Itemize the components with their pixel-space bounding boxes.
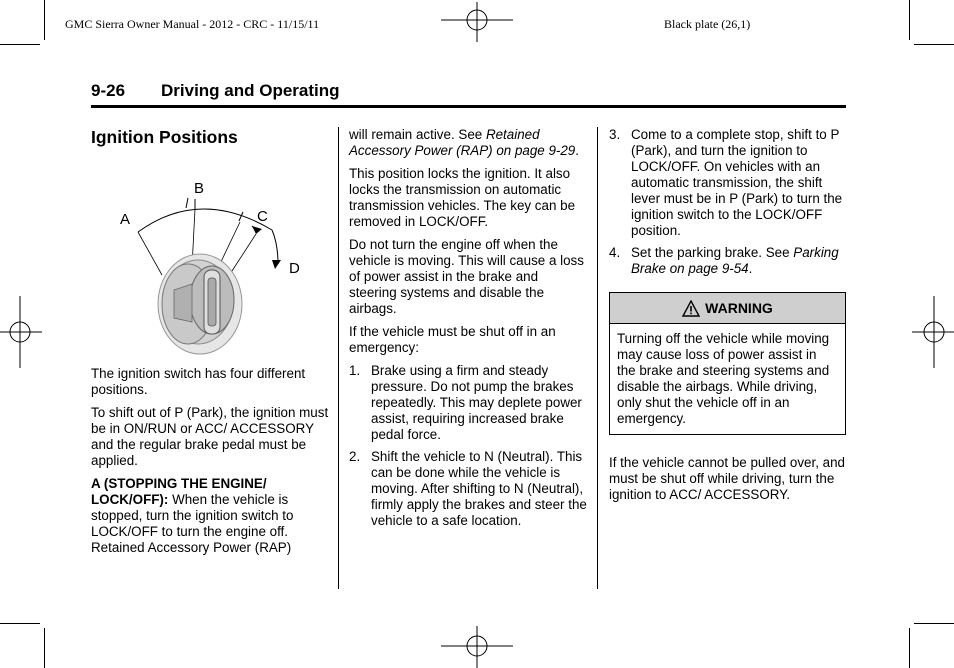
position-label-d: D xyxy=(289,260,300,277)
column-divider xyxy=(338,127,339,589)
crop-mark xyxy=(0,623,40,624)
paragraph: The ignition switch has four different positions. xyxy=(91,366,306,397)
step-number: 1. xyxy=(349,363,361,378)
step-text xyxy=(631,245,846,277)
paragraph: Do not turn the engine off when the vehicle is moving. This will cause a loss of power assist in the brake and steering systems and disable the airbags. xyxy=(349,237,584,316)
text: Set the parking brake. See xyxy=(631,245,794,260)
text: . xyxy=(748,261,753,276)
column-2 xyxy=(349,127,589,536)
warning-box xyxy=(609,292,846,435)
section-title: Driving and Operating xyxy=(161,81,340,100)
list-item xyxy=(349,363,589,443)
print-header-right: Black plate (26,1) xyxy=(664,17,751,31)
step-text: Shift the vehicle to N (Neutral). This can be done while the vehicle is moving. After shifting to N (Neutral), firmly apply the brakes and steer the vehicle to a safe location. xyxy=(371,449,587,528)
text: . xyxy=(575,143,579,158)
list-item xyxy=(609,127,846,239)
page-title: Ignition Positions xyxy=(91,127,238,147)
list-item xyxy=(609,245,846,277)
cross-reference-link[interactable]: Retained Accessory Power (RAP) on page 9-29 xyxy=(349,127,576,158)
paragraph xyxy=(91,476,331,556)
crop-mark xyxy=(0,44,40,45)
step-number: 3. xyxy=(609,127,621,142)
warning-header xyxy=(610,293,845,324)
column-divider xyxy=(597,127,598,589)
paragraph: To shift out of P (Park), the ignition must be in ON/RUN or ACC/ ACCESSORY and the regular brake pedal must be applied. xyxy=(91,405,329,468)
registration-mark xyxy=(912,296,954,368)
warning-triangle-icon xyxy=(682,300,700,317)
emergency-steps-continued xyxy=(609,127,846,277)
position-label-c: C xyxy=(257,208,268,225)
registration-mark xyxy=(441,626,513,668)
running-head xyxy=(91,81,846,108)
list-item xyxy=(349,449,589,529)
paragraph xyxy=(349,127,589,159)
cross-reference-link[interactable]: Parking Brake on page 9-54 xyxy=(631,245,839,276)
position-label-a: A xyxy=(120,211,131,228)
registration-mark xyxy=(441,2,513,42)
position-label-b: B xyxy=(194,180,205,197)
ignition-switch-diagram xyxy=(100,172,320,362)
position-a-text: When the vehicle is stopped, turn the ignition switch to LOCK/OFF to turn the engine off. Retained Accessory Power (RAP) xyxy=(91,492,294,555)
crop-mark xyxy=(909,0,910,40)
step-number: 2. xyxy=(349,449,361,464)
text: will remain active. See xyxy=(349,127,486,142)
registration-mark xyxy=(0,296,42,368)
warning-title: WARNING xyxy=(705,300,773,316)
column-1 xyxy=(91,366,331,563)
crop-mark xyxy=(44,0,45,40)
position-a-label: A (STOPPING THE ENGINE/ LOCK/OFF): xyxy=(91,476,267,507)
step-text: Come to a complete stop, shift to P (Park), and turn the ignition to LOCK/OFF. On vehicles with an automatic transmission, the shift lever must be in P (Park) to turn the ignition switch to the LOCK/OFF position. xyxy=(631,127,843,238)
step-number: 4. xyxy=(609,245,621,260)
print-header-left: GMC Sierra Owner Manual - 2012 - CRC - 11/15/11 xyxy=(65,17,320,31)
paragraph: If the vehicle cannot be pulled over, and must be shut off while driving, turn the ignition to ACC/ ACCESSORY. xyxy=(609,455,845,502)
paragraph: If the vehicle must be shut off in an emergency: xyxy=(349,324,556,355)
page-number: 9-26 xyxy=(91,81,126,100)
crop-mark xyxy=(914,44,954,45)
paragraph: This position locks the ignition. It also locks the transmission on automatic transmission vehicles. The key can be removed in LOCK/OFF. xyxy=(349,166,576,229)
crop-mark xyxy=(909,628,910,668)
crop-mark xyxy=(44,628,45,668)
warning-text: Turning off the vehicle while moving may cause loss of power assist in the brake and steering systems and disable the airbags. While driving, only shut the vehicle off in an emergency. xyxy=(617,331,830,426)
column-3 xyxy=(609,127,846,510)
step-text: Brake using a firm and steady pressure. Do not pump the brakes repeatedly. This may deplete power assist, requiring increased brake pedal force. xyxy=(371,363,582,442)
crop-mark xyxy=(914,623,954,624)
emergency-steps xyxy=(349,363,589,529)
